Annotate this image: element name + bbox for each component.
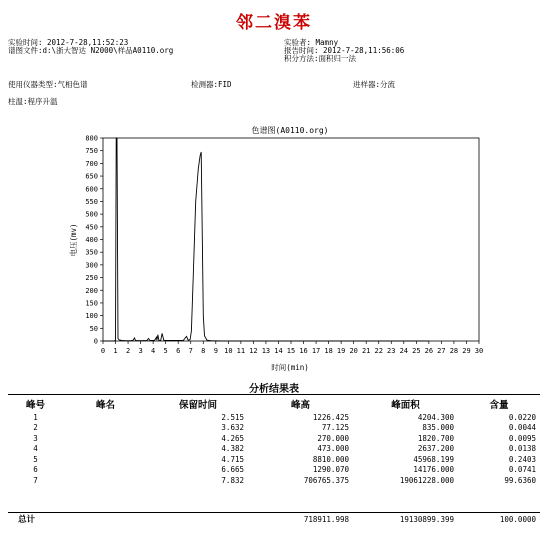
cell-peak-area: 19061228.000 xyxy=(399,475,454,485)
x-tick-label: 13 xyxy=(261,347,271,355)
operator: 实验者: Mamny xyxy=(284,38,339,47)
x-tick-label: 26 xyxy=(424,347,434,355)
y-tick-label: 250 xyxy=(85,274,98,283)
cell-peak-name xyxy=(63,454,148,465)
detector: 检测器:FID xyxy=(191,80,232,89)
sample-time: 实验时间: 2012-7-28,11:52:23 xyxy=(8,38,129,47)
cell-peak-area: 1820.700 xyxy=(417,433,454,443)
total-cell xyxy=(63,513,148,525)
cell-peak-height: 8810.000 xyxy=(312,454,349,464)
cell-content: 99.6360 xyxy=(504,475,536,485)
y-tick-label: 650 xyxy=(85,172,98,181)
y-tick-label: 600 xyxy=(85,185,98,194)
x-tick-label: 18 xyxy=(324,347,333,355)
header-peak-no: 峰号 xyxy=(25,400,45,411)
x-tick-label: 17 xyxy=(311,347,321,355)
x-tick-label: 7 xyxy=(188,347,193,355)
cell-peak-height: 1290.070 xyxy=(312,465,349,475)
header-content: 含量 xyxy=(489,400,509,411)
x-tick-label: 24 xyxy=(399,347,409,355)
cell-peak-name xyxy=(63,475,148,486)
table-row xyxy=(8,454,540,465)
cell-retention-time: 4.382 xyxy=(221,444,244,454)
x-tick-label: 0 xyxy=(100,347,106,355)
y-tick-label: 500 xyxy=(85,210,98,219)
cell-retention-time: 4.265 xyxy=(221,433,244,443)
cell-content: 0.2403 xyxy=(508,454,536,464)
cell-retention-time: 3.632 xyxy=(221,423,244,433)
total-area: 19130899.399 xyxy=(399,514,454,524)
chromatogram-trace xyxy=(103,138,429,341)
column-temperature: 柱温:程序升温 xyxy=(8,97,58,106)
cell-peak-no: 1 xyxy=(33,412,38,422)
x-tick-label: 16 xyxy=(299,347,308,355)
x-tick-label: 30 xyxy=(474,347,484,355)
y-tick-label: 200 xyxy=(85,286,98,295)
cell-retention-time: 2.515 xyxy=(221,412,244,422)
cell-peak-name xyxy=(63,444,148,455)
cell-peak-area: 2637.200 xyxy=(417,444,454,454)
x-tick-label: 15 xyxy=(286,347,296,355)
table-row xyxy=(8,412,540,423)
x-axis-label: 时间(min) xyxy=(271,363,309,372)
x-tick-label: 29 xyxy=(462,347,471,355)
header-peak-area: 峰面积 xyxy=(391,400,420,411)
total-row xyxy=(8,513,540,525)
table-row xyxy=(8,433,540,444)
cell-peak-area: 4204.300 xyxy=(417,412,454,422)
y-tick-label: 50 xyxy=(89,324,98,333)
cell-peak-name xyxy=(63,433,148,444)
cell-peak-no: 7 xyxy=(33,475,38,485)
cell-peak-area: 45968.199 xyxy=(413,454,454,464)
results-table xyxy=(8,396,540,486)
table-row xyxy=(8,465,540,476)
results-table-title: 分析结果表 xyxy=(249,384,299,395)
instrument-type: 使用仪器类型:气相色谱 xyxy=(8,80,88,89)
y-tick-label: 100 xyxy=(85,312,98,321)
cell-peak-height: 1226.425 xyxy=(312,412,349,422)
cell-peak-no: 2 xyxy=(33,423,38,433)
y-tick-label: 450 xyxy=(85,223,98,232)
cell-content: 0.0220 xyxy=(508,412,536,422)
y-tick-label: 800 xyxy=(85,134,98,143)
cell-peak-no: 6 xyxy=(33,465,38,475)
header-peak-name: 峰名 xyxy=(95,400,115,411)
x-tick-label: 23 xyxy=(387,347,396,355)
y-tick-label: 150 xyxy=(85,299,98,308)
x-tick-label: 28 xyxy=(449,347,459,355)
cell-peak-no: 4 xyxy=(33,444,38,454)
y-axis-label: 电压(mv) xyxy=(69,223,78,257)
document-title: 邻二溴苯 xyxy=(236,13,312,33)
x-tick-label: 4 xyxy=(151,347,156,355)
injector: 进样器:分流 xyxy=(353,80,396,89)
report-time: 报告时间: 2012-7-28,11:56:06 xyxy=(284,46,405,55)
x-tick-label: 6 xyxy=(176,347,181,355)
x-tick-label: 14 xyxy=(274,347,283,355)
x-tick-label: 12 xyxy=(249,347,258,355)
cell-retention-time: 4.715 xyxy=(221,454,244,464)
x-tick-label: 9 xyxy=(213,347,218,355)
chart-title: 色谱图(A0110.org) xyxy=(251,126,329,135)
cell-peak-area: 835.000 xyxy=(422,423,454,433)
cell-peak-no: 3 xyxy=(33,433,38,443)
x-tick-label: 10 xyxy=(224,347,233,355)
cell-peak-height: 706765.375 xyxy=(303,475,349,485)
y-tick-label: 550 xyxy=(85,197,98,206)
data-file: 谱图文件:d:\浙大智达 N2000\样品A0110.org xyxy=(8,46,174,55)
table-row xyxy=(8,444,540,455)
table-row xyxy=(8,475,540,486)
y-tick-label: 750 xyxy=(85,147,98,156)
cell-peak-name xyxy=(63,412,148,423)
cell-peak-height: 77.125 xyxy=(321,423,349,433)
x-tick-label: 21 xyxy=(361,347,371,355)
cell-peak-name xyxy=(63,465,148,476)
cell-peak-no: 5 xyxy=(33,454,38,464)
table-row xyxy=(8,423,540,434)
x-tick-label: 1 xyxy=(113,347,118,355)
x-tick-label: 19 xyxy=(336,347,346,355)
header-retention-time: 保留时间 xyxy=(178,400,217,411)
cell-peak-height: 473.000 xyxy=(317,444,349,454)
y-tick-label: 700 xyxy=(85,159,98,168)
x-tick-label: 2 xyxy=(125,347,131,355)
x-tick-label: 3 xyxy=(138,347,143,355)
x-tick-label: 25 xyxy=(412,347,421,355)
y-tick-label: 400 xyxy=(85,236,98,244)
cell-peak-area: 14176.000 xyxy=(413,465,454,475)
x-tick-label: 22 xyxy=(374,347,383,355)
cell-retention-time: 6.665 xyxy=(221,465,244,475)
y-tick-label: 300 xyxy=(85,261,98,270)
plot-frame xyxy=(103,138,479,341)
cell-content: 0.0044 xyxy=(508,423,536,433)
results-total xyxy=(8,513,540,525)
cell-content: 0.0741 xyxy=(508,465,536,475)
total-cell xyxy=(148,513,248,525)
x-tick-label: 27 xyxy=(437,347,446,355)
y-tick-label: 0 xyxy=(93,337,98,346)
table-header-row xyxy=(8,396,540,412)
integration-method: 积分方法:面积归一法 xyxy=(284,54,357,63)
cell-peak-height: 270.000 xyxy=(317,433,349,443)
total-content: 100.0000 xyxy=(499,514,536,524)
header-peak-height: 峰高 xyxy=(290,400,310,411)
x-tick-label: 11 xyxy=(236,347,246,355)
x-tick-label: 20 xyxy=(349,347,358,355)
cell-content: 0.0095 xyxy=(508,433,536,443)
x-tick-label: 8 xyxy=(201,347,206,355)
cell-peak-name xyxy=(63,423,148,434)
y-tick-label: 350 xyxy=(85,248,98,257)
total-height: 718911.998 xyxy=(303,514,349,524)
cell-retention-time: 7.832 xyxy=(221,475,244,485)
cell-content: 0.0138 xyxy=(508,444,536,454)
x-tick-label: 5 xyxy=(163,347,168,355)
total-label: 总计 xyxy=(18,515,36,525)
